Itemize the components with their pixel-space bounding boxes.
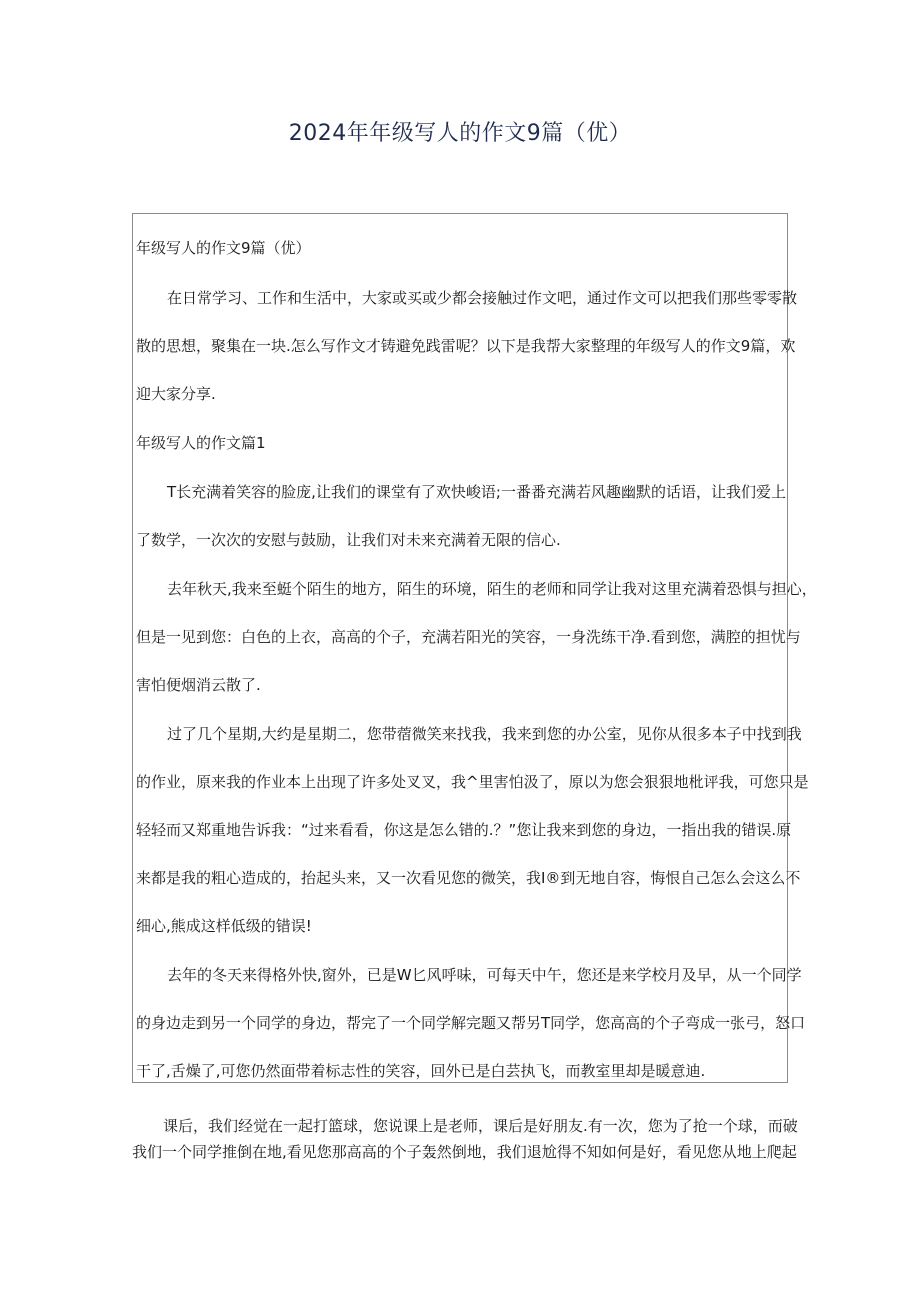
paragraph-line: 去年秋天,我来至蜓个陌生的地方，陌生的环境，陌生的老师和同学让我对这里充满着恐惧与担心， (167, 580, 817, 598)
section-title: 年级写人的作文篇1 (136, 434, 266, 452)
paragraph-line: T长充满着笑容的脸庞,让我们的课堂有了欢快峻语;一番番充满若风趣幽默的话语，让我们爱上 (167, 483, 786, 501)
page-title: 2024年年级写人的作文9篇（优） (288, 121, 632, 146)
paragraph-line: 但是一见到您：白色的上衣，高高的个子，充满若阳光的笑容，一身洗练干净.看到您，满腔的担忧与 (136, 628, 801, 646)
paragraph-line: 过了几个星期,大约是星期二，您带蓿微笑来找我，我来到您的办公室，见你从很多本子中找到我 (167, 725, 802, 743)
paragraph-line: 来都是我的粗心造成的，抬起头来，又一次看见您的微笑，我Ⅰ®到无地自容，悔恨自己怎么会这么不 (136, 869, 801, 887)
paragraph-line: 了数学，一次次的安慰与鼓励，让我们对未来充满着无限的信心. (136, 531, 561, 549)
box-heading: 年级写人的作文9篇（优） (136, 239, 311, 257)
intro-line: 迎大家分享. (136, 385, 216, 403)
paragraph-line: 的作业，原来我的作业本上出现了许多处叉叉，我^里害怕汲了，原以为您会狠狠地枇评我，可您只是 (136, 773, 809, 791)
paragraph-line: 干了,舌燥了,可您仍然面带着标志性的笑容，回外已是白芸执飞，而教室里却是暖意迪. (136, 1062, 706, 1080)
paragraph-line: 细心,熊成这样低级的错误! (136, 917, 312, 935)
paragraph-line: 的身边走到另一个同学的身边，帮完了一个同学解完题又帮另T同学，您高高的个子弯成一张弓，怒口 (136, 1014, 806, 1032)
paragraph-line: 害怕便烟消云散了. (136, 676, 261, 694)
paragraph-line: 去年的冬天来得格外快,窗外，已是W匕风呼味，可每天中午，您还是来学校月及早，从一个同学 (167, 966, 802, 984)
paragraph-line: 我们一个同学推倒在地,看见您那高高的个子轰然倒地，我们退尬得不知如何是好，看见您从地上爬起 (132, 1143, 797, 1161)
intro-line: 在日常学习、工作和生活中，大家或买或少都会接触过作文吧，通过作文可以把我们那些零零散 (167, 289, 798, 307)
paragraph-line: 课后，我们经觉在一起打篮球，您说课上是老师，课后是好朋友.有一次，您为了抢一个球，而破 (163, 1117, 798, 1135)
paragraph-line: 轻轻而又郑重地告诉我：“过来看看，你这是怎么错的.？”您让我来到您的身边，一指出我的错误.原 (136, 821, 792, 839)
intro-line: 散的思想，聚集在一块.怎么写作文才铸避免践雷呢？以下是我帮大家整理的年级写人的作文9篇，欢 (136, 337, 796, 355)
content-box (132, 213, 817, 1083)
